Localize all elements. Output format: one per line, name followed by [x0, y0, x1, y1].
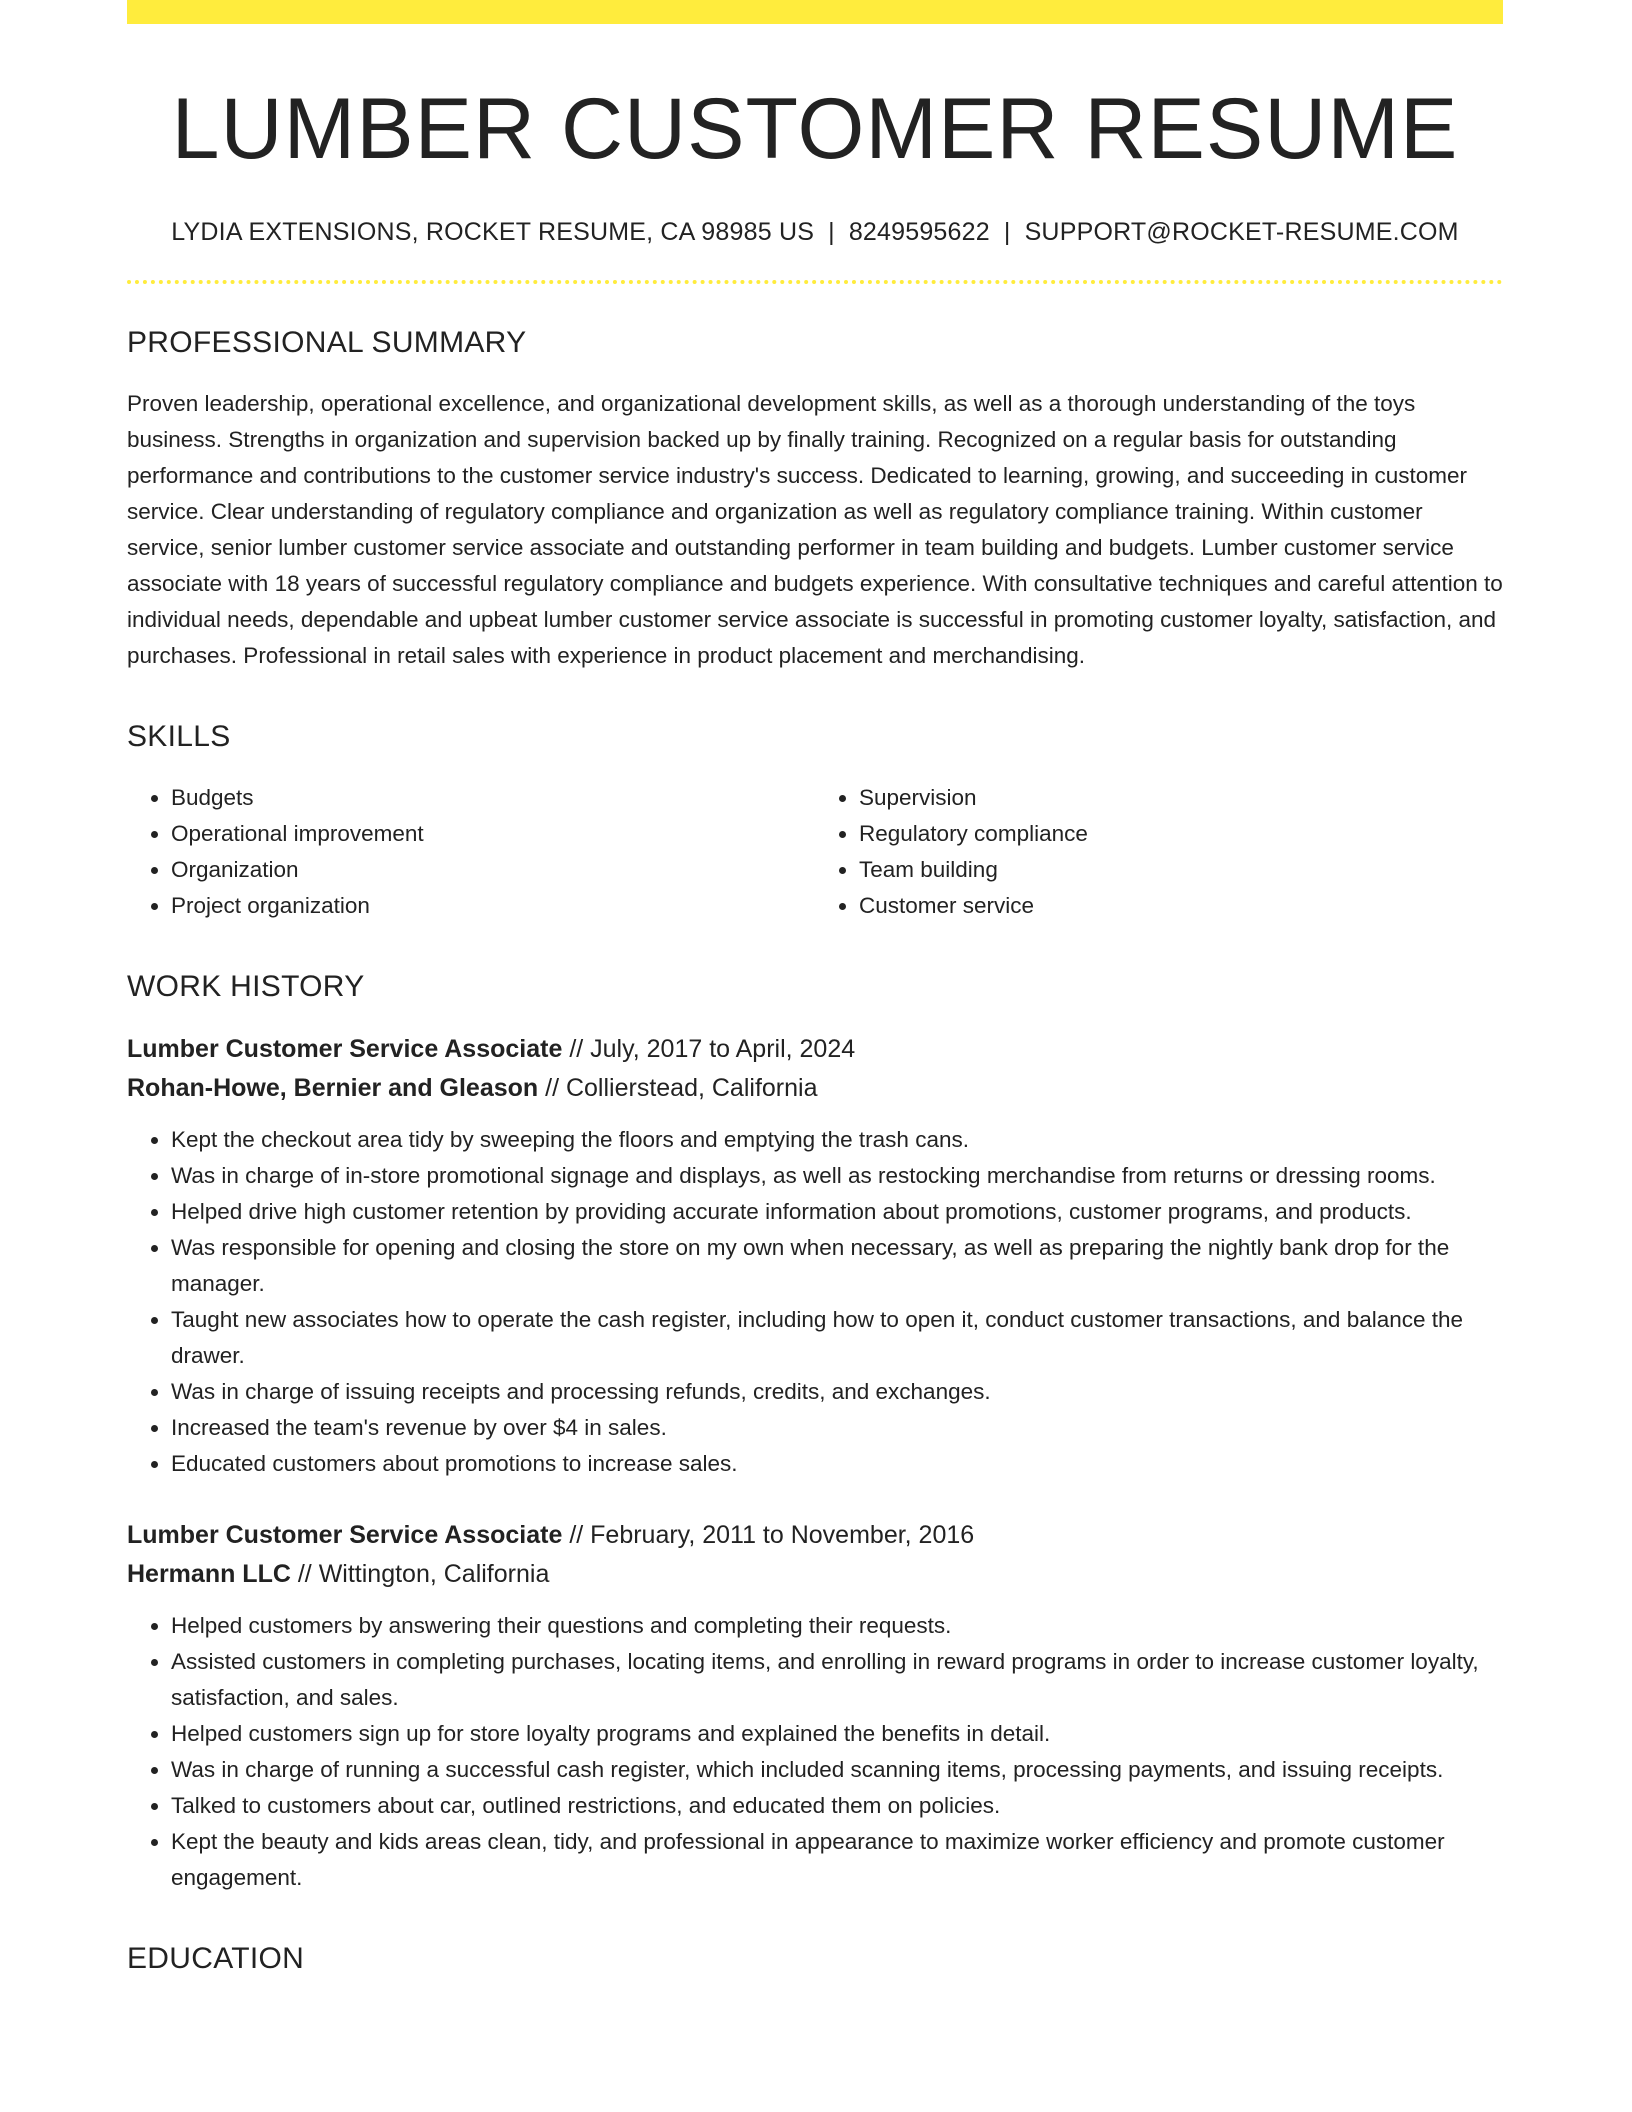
job-company-line: [127, 1069, 1503, 1108]
contact-separator: |: [1003, 217, 1011, 246]
job-bullet: • Helped customers by answering their questions and completing their requests.: [171, 1608, 1503, 1644]
job-location: // Collierstead, California: [545, 1073, 818, 1102]
job-entry: [127, 1030, 1503, 1482]
job-company: Rohan-Howe, Bernier and Gleason: [127, 1073, 539, 1102]
job-bullet: • Increased the team's revenue by over $4 in sales.: [171, 1410, 1503, 1446]
job-bullet: • Assisted customers in completing purchases, locating items, and enrolling in reward programs in order to increase customer loyalty, satisfaction, and sales.: [171, 1644, 1503, 1716]
contact-email: SUPPORT@ROCKET-RESUME.COM: [1024, 217, 1459, 246]
job-bullet: • Was in charge of issuing receipts and processing refunds, credits, and exchanges.: [171, 1374, 1503, 1410]
job-dates: // February, 2011 to November, 2016: [569, 1520, 975, 1549]
skills-column-left: [127, 780, 815, 924]
dotted-divider: [127, 280, 1503, 284]
job-bullet: • Helped customers sign up for store loyalty programs and explained the benefits in detail.: [171, 1716, 1503, 1752]
job-bullets: [127, 1122, 1503, 1482]
contact-address: LYDIA EXTENSIONS, ROCKET RESUME, CA 98985 US: [171, 217, 815, 246]
job-company-line: [127, 1555, 1503, 1594]
job-bullet: • Was in charge of running a successful cash register, which included scanning items, processing payments, and issuing receipts.: [171, 1752, 1503, 1788]
education-heading: EDUCATION: [127, 1941, 305, 1975]
job-bullet: • Kept the beauty and kids areas clean, tidy, and professional in appearance to maximize worker efficiency and promote customer engagement.: [171, 1824, 1503, 1896]
job-title: Lumber Customer Service Associate: [127, 1034, 563, 1063]
contact-line: [127, 215, 1503, 250]
job-bullets: [127, 1608, 1503, 1896]
job-bullet: • Was in charge of in-store promotional signage and displays, as well as restocking merchandise from returns or dressing rooms.: [171, 1158, 1503, 1194]
resume-page: [127, 0, 1503, 2002]
skill-item: • Supervision: [859, 780, 1503, 816]
skill-item: • Budgets: [171, 780, 815, 816]
job-dates: // July, 2017 to April, 2024: [569, 1034, 856, 1063]
job-title: Lumber Customer Service Associate: [127, 1520, 563, 1549]
skill-item: • Operational improvement: [171, 816, 815, 852]
job-bullet: • Educated customers about promotions to increase sales.: [171, 1446, 1503, 1482]
job-entry: [127, 1516, 1503, 1896]
summary-text: Proven leadership, operational excellence, and organizational development skills, as well as a thorough understanding of the toys business. Strengths in organization and supervision backed up by finally training. Recognized on a regular basis for outstanding performance and contributions to the customer service industry's success. Dedicated to learning, growing, and succeeding in customer service. Clear understanding of regulatory compliance and organization as well as regulatory compliance training. Within customer service, senior lumber customer service associate and outstanding performer in team building and budgets. Lumber customer service associate with 18 years of successful regulatory compliance and budgets experience. With consultative techniques and careful attention to individual needs, dependable and upbeat lumber customer service associate is successful in promoting customer loyalty, satisfaction, and purchases. Professional in retail sales with experience in product placement and merchandising.: [127, 390, 1503, 668]
skill-item: • Team building: [859, 852, 1503, 888]
summary-heading: PROFESSIONAL SUMMARY: [127, 325, 527, 359]
job-bullet: • Taught new associates how to operate the cash register, including how to open it, conduct customer transactions, and balance the drawer.: [171, 1302, 1503, 1374]
skill-item: • Customer service: [859, 888, 1503, 924]
accent-top-bar: [127, 0, 1503, 24]
skills-list: [127, 780, 1503, 924]
job-bullet: • Talked to customers about car, outlined restrictions, and educated them on policies.: [171, 1788, 1503, 1824]
job-bullet: • Was responsible for opening and closing the store on my own when necessary, as well as preparing the nightly bank drop for the manager.: [171, 1230, 1503, 1302]
skill-item: • Regulatory compliance: [859, 816, 1503, 852]
job-title-line: [127, 1030, 1503, 1069]
skill-item: • Project organization: [171, 888, 815, 924]
job-location: // Wittington, California: [297, 1559, 550, 1588]
job-title-line: [127, 1516, 1503, 1555]
skill-item: • Organization: [171, 852, 815, 888]
job-bullet: • Helped drive high customer retention by providing accurate information about promotions, customer programs, and products.: [171, 1194, 1503, 1230]
skills-heading: SKILLS: [127, 719, 231, 753]
contact-phone: 8249595622: [848, 217, 990, 246]
job-company: Hermann LLC: [127, 1559, 291, 1588]
contact-separator: |: [828, 217, 835, 246]
work-history-heading: WORK HISTORY: [127, 969, 365, 1003]
skills-column-right: [815, 780, 1503, 924]
resume-title: LUMBER CUSTOMER RESUME: [171, 81, 1459, 177]
job-bullet: • Kept the checkout area tidy by sweeping the floors and emptying the trash cans.: [171, 1122, 1503, 1158]
